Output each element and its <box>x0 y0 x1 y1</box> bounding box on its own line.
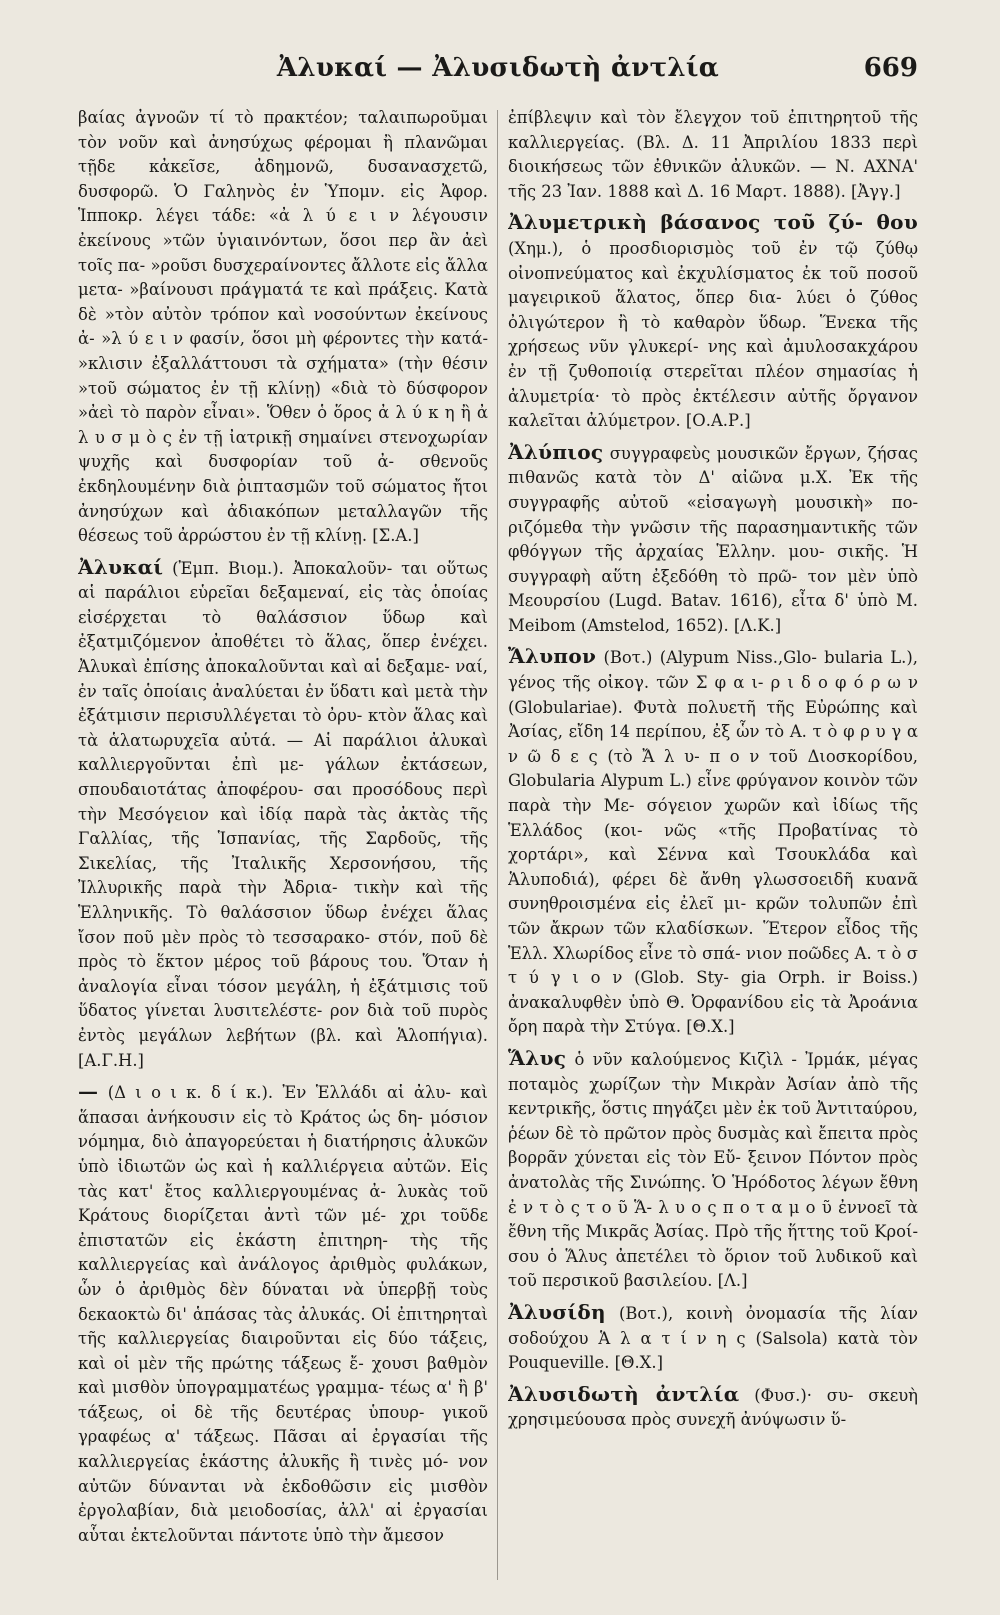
entry-text: βαίας ἀγνοῶν τί τὸ πρακτέον; ταλαιπωροῦμαι τὸν νοῦν καὶ ἀνησύχως φέρομαι ἢ πλανῶμαι τῇδε κἀκεῖσε, ἀδημονῶ, δυσανασχετῶ, δυσφορῶ. Ὁ Γαληνὸς ἐν Ὑπομν. εἰς Ἀφορ. Ἱπποκρ. λέγει τάδε: «ἀ λ ύ ε ι ν λέγουσιν ἐκείνους »τῶν ὑγιαινόντων, ὅσοι περ ἂν ἀεὶ τοῖς πα- »ροῦσι δυσχεραίνοντες ἄλλοτε εἰς ἄλλα μετα- »βαίνουσι πράγματά τε καὶ πράξεις. Κατὰ δὲ »τὸν αὐτὸν τρόπον καὶ νοσούντων ἐκείνους ἀ- »λ ύ ε ι ν φασίν, ὅσοι μὴ φέροντες τὴν κατά- »κλισιν ἐξαλλάττουσι τὰ σχήματα» (τὴν θέσιν »τοῦ σώματος ἐν τῇ κλίνῃ) «διὰ τὸ δύσφορον »ἀεὶ τὸ παρὸν εἶναι». Ὅθεν ὁ ὅρος ἀ λ ύ κ η ἢ ἀ λ υ σ μ ὸ ς ἐν τῇ ἰατρικῇ σημαίνει στενοχωρίαν ψυχῆς καὶ δυσφορίαν τοῦ ἀ- σθενοῦς ἐκδηλουμένην διὰ ῥιπτασμῶν τοῦ σώματος ἤτοι ἀνησύχων καὶ ἀδιακόπων μεταλλαγῶν τῆς θέσεως τοῦ ἀρρώστου ἐν τῇ κλίνῃ. [Σ.Α.] <box>78 108 488 546</box>
dictionary-entry <box>78 1079 488 1548</box>
page-number: 669 <box>863 53 918 83</box>
entry-headword: Ἀλυσιδωτὴ ἀντλία <box>508 1381 740 1406</box>
continued-text <box>508 106 918 204</box>
entry-text: (Φυσ.)· συ- σκευὴ χρησιμεύουσα πρὸς συνεχῆ ἀνύψωσιν ὕ- <box>508 1385 918 1430</box>
running-head: Ἀλυκαί — Ἀλυσιδωτὴ ἀντλία <box>276 53 720 83</box>
dictionary-entry <box>508 644 918 1040</box>
entry-headword: Ἀλύπιος <box>508 439 604 464</box>
entry-headword: — <box>78 1079 99 1104</box>
entry-headword: Ἄλυπον <box>508 644 597 669</box>
right-column <box>508 106 918 1586</box>
continued-text <box>78 106 488 549</box>
entry-text: συγγραφεὺς μουσικῶν ἔργων, ζήσας πιθανῶς κατὰ τὸν Δ' αἰῶνα μ.Χ. Ἐκ τῆς συγγραφῆς αὐτοῦ «εἰσαγωγὴ μουσικὴ» πο- ριζόμεθα τὴν γνῶσιν τῆς παρασημαντικῆς τῶν φθόγγων τῆς ἀρχαίας Ἑλλην. μου- σικῆς. Ἡ συγγραφὴ αὕτη ἐξεδόθη τὸ πρῶ- τον μὲν ὑπὸ Μεουρσίου (Lugd. Batav. 1616), εἶτα δ' ὑπὸ M. Meibom (Amstelod, 1652). [Λ.Κ.] <box>508 443 918 635</box>
entry-text: (Δ ι ο ι κ. δ ί κ.). Ἐν Ἑλλάδι αἱ ἀλυ- καὶ ἅπασαι ἀνήκουσιν εἰς τὸ Κράτος ὡς δη- μόσιον νόμημα, διὸ ἀπαγορεύεται ἡ διατήρησις ἀλυκῶν ὑπὸ ἰδιωτῶν ὡς καὶ ἡ καλλιέργεια αὐτῶν. Εἰς τὰς κατ' ἔτος καλλιεργουμένας ἀ- λυκὰς τοῦ Κράτους διορίζεται ἀντὶ τῶν μέ- χρι τοῦδε ἐπιστατῶν εἰς ἑκάστη ἐπιτηρη- τὴς τῆς καλλιεργείας καὶ ἀνάλογος ἀριθμὸς φυλάκων, ὧν ὁ ἀριθμὸς δὲν δύναται νὰ ὑπερβῇ τοὺς δεκαοκτὼ δι' ἁπάσας τὰς ἀλυκάς. Οἱ ἐπιτηρηταὶ τῆς καλλιεργείας διαιροῦνται εἰς δύο τάξεις, καὶ οἱ μὲν τῆς πρώτης τάξεως ἔ- χουσι βαθμὸν καὶ μισθὸν ὑπογραμματέως γραμμα- τέως α' ἢ β' τάξεως, οἱ δὲ τῆς δευτέρας ὑπουρ- γικοῦ γραφέως α' τάξεως. Πᾶσαι αἱ ἐργασίαι τῆς καλλιεργείας ἑκάστης ἀλυκῆς ἢ τινὲς μό- νον αὐτῶν δύνανται νὰ ἐκδοθῶσιν εἰς μισθὸν ἐργολαβίαν, διὰ μειοδοσίας, ἀλλ' αἱ ἐργασίαι αὗται ἐκτελοῦνται πάντοτε ὑπὸ τὴν ἄμεσον <box>78 1083 488 1545</box>
entry-headword: Ἀλυκαί <box>78 554 164 579</box>
dictionary-entry <box>78 555 488 1073</box>
entry-text: ὁ νῦν καλούμενος Κιζὶλ - Ἰρμάκ, μέγας ποταμὸς χωρίζων τὴν Μικρὰν Ἀσίαν ἀπὸ τῆς κεντρικῆς, ὅστις πηγάζει μὲν ἐκ τοῦ Ἀντιταύρου, ῥέων δὲ τὸ πρῶτον πρὸς δυσμὰς καὶ ἔπειτα πρὸς βορρᾶν χύνεται εἰς τὸν Εὔ- ξεινον Πόντον πρὸς ἀνατολὰς τῆς Σινώπης. Ὁ Ἡρόδοτος λέγων ἔθνη ἐ ν τ ὸ ς τ ο ῦ Ἅ- λ υ ο ς π ο τ α μ ο ῦ ἐννοεῖ τὰ ἔθνη τῆς Μικρᾶς Ἀσίας. Πρὸ τῆς ἥττης τοῦ Κροί- σου ὁ Ἅλυς ἀπετέλει τὸ ὅριον τοῦ λυδικοῦ καὶ τοῦ περσικοῦ βασιλείου. [Λ.] <box>508 1049 918 1291</box>
entry-text: ἐπίβλεψιν καὶ τὸν ἔλεγχον τοῦ ἐπιτηρητοῦ τῆς καλλιεργείας. (Βλ. Δ. 11 Ἀπριλίου 1833 περὶ διοικήσεως τῶν ἐθνικῶν ἀλυκῶν. — Ν. ΑΧΝΑ' τῆς 23 Ἰαν. 1888 καὶ Δ. 16 Μαρτ. 1888). [Ἀγγ.] <box>508 108 918 201</box>
dictionary-entry <box>508 1300 918 1376</box>
entry-headword: Ἀλυμετρικὴ βάσανος τοῦ ζύ- θου <box>508 210 918 235</box>
dictionary-entry <box>508 210 918 433</box>
left-column <box>78 106 488 1586</box>
page-header <box>78 48 918 88</box>
entry-headword: Ἅλυς <box>508 1045 567 1070</box>
entry-text: (Βοτ.) (Alypum Niss.,Glo- bularia L.), γένος τῆς οἰκογ. τῶν Σ φ α ι- ρ ι δ ο φ ό ρ ω ν (Globulariae). Φυτὰ πολυετῆ τῆς Εὐρώπης καὶ Ἀσίας, εἴδη 14 περίπου, ἐξ ὧν τὸ Α. τ ὸ φ ρ υ γ α ν ῶ δ ε ς (τὸ Ἄ λ υ- π ο ν τοῦ Διοσκορίδου, Globularia Alypum L.) εἶνε φρύγανον κοινὸν τῶν παρὰ τὴν Με- σόγειον χωρῶν καὶ ἰδίως τῆς Ἑλλάδος (κοι- νῶς «τῆς Προβατίνας τὸ χορτάρι», καὶ Σέννα καὶ Τσουκλάδα καὶ Ἁλυποδιά), φέρει δὲ ἄνθη γλωσσοειδῆ κυανᾶ συνηθροισμένα εἰς ἐλεῖ μι- κρῶν τολυπῶν ἐπὶ τῶν ἄκρων τῶν κλαδίσκων. Ἕτερον εἶδος τῆς Ἑλλ. Χλωρίδος εἶνε τὸ σπά- νιον ποῶδες Α. τ ὸ σ τ ύ γ ι ο ν (Glob. Sty- gia Orph. ir Boiss.) ἀνακαλυφθὲν ὑπὸ Θ. Ὀρφανίδου εἰς τὰ Ἀροάνια ὄρη παρὰ τὴν Στύγα. [Θ.Χ.] <box>508 648 918 1037</box>
dictionary-entry <box>508 1046 918 1294</box>
entry-headword: Ἀλυσίδη <box>508 1299 606 1324</box>
dictionary-entry <box>508 1382 918 1433</box>
entry-text: (Ἐμπ. Βιομ.). Ἀποκαλοῦν- ται οὕτως αἱ παράλιοι εὑρεῖαι δεξαμεναί, εἰς τὰς ὁποίας εἰσέρχεται τὸ θαλάσσιον ὕδωρ καὶ ἐξατμιζόμενον ἀποθέτει τὸ ἅλας, ὅπερ ἐνέχει. Ἀλυκαὶ ἐπίσης ἀποκαλοῦνται καὶ αἱ δεξαμε- ναί, ἐν ταῖς ὁποίαις ἀναλύεται ἐν ὕδατι καὶ μετὰ τὴν ἐξάτμισιν περισυλλέγεται τὸ ὀρυ- κτὸν ἅλας καὶ τὰ ἁλατωρυχεῖα αὐτά. — Αἱ παράλιοι ἀλυκαὶ καλλιεργοῦνται ἐπὶ με- γάλων ἐκτάσεων, σπουδαιοτάτας ἀποφέρου- σαι προσόδους περὶ τὴν Μεσόγειον καὶ ἰδίᾳ παρὰ τὰς ἀκτὰς τῆς Γαλλίας, τῆς Ἱσπανίας, τῆς Σαρδοῦς, τῆς Σικελίας, τῆς Ἰταλικῆς Χερσονήσου, τῆς Ἰλλυρικῆς παρὰ τὴν Ἀδρια- τικὴν καὶ τῆς Ἑλληνικῆς. Τὸ θαλάσσιον ὕδωρ ἐνέχει ἅλας ἴσον ποῦ μὲν πρὸς τὸ τεσσαρακο- στόν, ποῦ δὲ πρὸς τὸ ἕκτον μέρος τοῦ βάρους του. Ὅταν ἡ ἀναλογία εἶναι τόσον μεγάλη, ἡ ἐξάτμισις τοῦ ὕδατος γίνεται λυσιτελέστε- ρον διὰ τοῦ πυρὸς ἐντὸς μεγάλων λεβήτων (βλ. καὶ Ἁλοπήγια). [Α.Γ.Η.] <box>78 558 488 1070</box>
entry-text: (Βοτ.), κοινὴ ὀνομασία τῆς λίαν σοδούχου Ἁ λ α τ ί ν η ς (Salsola) κατὰ τὸν Pouqueville. [Θ.Χ.] <box>508 1303 918 1373</box>
column-divider <box>497 110 498 1580</box>
entry-text: (Χημ.), ὁ προσδιορισμὸς τοῦ ἐν τῷ ζύθῳ οἰνοπνεύματος καὶ ἐκχυλίσματος ἐκ τοῦ ποσοῦ μαγειρικοῦ ἅλατος, ὅπερ δια- λύει ὁ ζύθος ὀλιγώτερον ἢ τὸ καθαρὸν ὕδωρ. Ἕνεκα τῆς χρήσεως νῦν γλυκερί- νης καὶ ἀμυλοσακχάρου ἐν τῇ ζυθοποιίᾳ στερεῖται πλέον σημασίας ἡ ἀλυμετρία· τὸ πρὸς ἐκτέλεσιν αὐτῆς ὄργανον καλεῖται ἀλύμετρον. [Ο.Α.Ρ.] <box>508 238 918 431</box>
dictionary-entry <box>508 440 918 639</box>
